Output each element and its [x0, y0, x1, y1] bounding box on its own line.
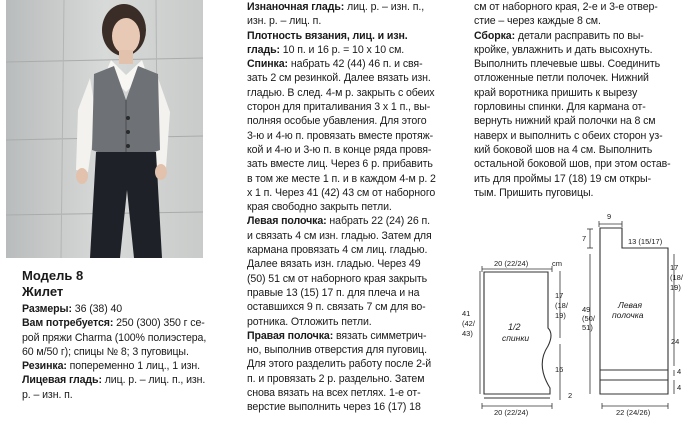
assembly-line: край воротника пришить к вырезу	[474, 86, 638, 99]
back-line: набрать 42 (44) 46 п. и свя-	[287, 58, 423, 71]
front-piece-name: полочка	[612, 310, 644, 320]
materials-line: 250 (300) 350 г се-	[113, 317, 205, 330]
rib-label: Резинка:	[22, 360, 67, 373]
pocket-upper: 4	[677, 367, 682, 376]
model-title: Модель 8	[22, 268, 84, 283]
left-front-label: Левая полочка:	[247, 215, 327, 228]
assembly-line: ить для проймы 17 (18) 19 см откры-	[474, 172, 651, 185]
pocket-lower: 4	[677, 383, 682, 392]
left-front-line: Далее вязать изн. гладью. Через 49	[247, 258, 421, 271]
assembly-line: горловины спинки. Для кармана от-	[474, 101, 646, 114]
back-line: зать вместе лиц. Через 6 р. прибавить	[247, 158, 433, 171]
back-line: 3-ю и 4-ю п. провязать вместе протяж-	[247, 129, 434, 142]
gauge-label: гладь:	[247, 43, 280, 56]
model-subtitle: Жилет	[22, 284, 64, 299]
assembly-line: кройке, увлажнить и дать высохнуть.	[474, 43, 653, 56]
right-column	[474, 0, 692, 200]
unit-label: cm	[552, 259, 562, 268]
model-photo	[6, 0, 203, 258]
left-front-line: кармана провязать 4 см лиц. гладью.	[247, 244, 428, 257]
model-heading	[22, 268, 83, 300]
back-line: сторон для приталивания 3 х 1 п., вы-	[247, 101, 431, 114]
assembly-line: остальной боковой шов, при этом остав-	[474, 158, 671, 171]
right-front-line: но, выполнив отверстия для пуговиц.	[247, 344, 427, 357]
gauge-label: Плотность вязания, лиц. и изн.	[247, 29, 408, 42]
right-front-line: верстие выполнить через 16 (17) 18	[247, 401, 421, 414]
left-front-line: оставшихся 9 п. связать 7 см для во-	[247, 301, 426, 314]
assembly-line: Выполнить плечевые швы. Соединить	[474, 58, 661, 71]
right-front-line: снова вязать на всех петлях. 1-е от-	[247, 387, 421, 400]
right-front-line: Для этого разделить работу после 2-й	[247, 358, 432, 371]
back-armhole: 17	[555, 291, 564, 300]
right-front-line: стие – через каждые 8 см.	[474, 15, 601, 28]
sizes-label: Размеры:	[22, 303, 72, 315]
front-armhole: 17	[670, 263, 679, 272]
left-front-line: и связать 4 см изн. гладью. Затем для	[247, 229, 432, 242]
assembly-line: вернуть нижний край полочки на 8 см	[474, 115, 656, 128]
back-height: (42/	[462, 319, 475, 328]
reverse-stockinette-line: лиц. р. – изн. п.,	[344, 1, 425, 13]
back-line: кой и 4-ю и 3-ю п. в конце ряда провя-	[247, 143, 432, 156]
back-armhole: (18/	[555, 301, 568, 310]
front-bottom-width: 22 (24/26)	[616, 408, 651, 417]
stockinette-label: Лицевая гладь:	[22, 374, 102, 387]
assembly-line: тым. Пришить пуговицы.	[474, 186, 594, 199]
left-front-line: набрать 22 (24) 26 п.	[326, 215, 430, 228]
back-height: 41	[462, 309, 471, 318]
collar-width: 9	[607, 212, 612, 221]
front-armhole: (18/	[670, 273, 683, 282]
right-front-line: вязать симметрич-	[333, 329, 427, 342]
back-rib: 2	[568, 391, 573, 400]
left-front-line: правые 13 (15) 17 п. для плеча и на	[247, 286, 420, 299]
assembly-line: детали расправить по вы-	[515, 29, 644, 42]
right-front-line: п. и провязать 2 р. раздельно. Затем	[247, 372, 425, 385]
back-piece-name: 1/2	[508, 322, 521, 332]
middle-column	[247, 0, 459, 415]
rib-value: попеременно 1 лиц., 1 изн.	[66, 360, 201, 373]
right-front-line: см от наборного края, 2-е и 3-е отвер-	[474, 1, 658, 13]
back-label: Спинка:	[247, 58, 288, 71]
sizes-value: 36 (38) 40	[71, 303, 123, 315]
back-top-width: 20 (22/24)	[494, 259, 529, 268]
back-line: полняя особые убавления. Для этого	[247, 115, 427, 128]
gauge-value: 10 п. и 16 р. = 10 х 10 см.	[279, 43, 405, 56]
back-armhole: 19)	[555, 311, 566, 320]
stockinette-line: лиц. р. – лиц. п., изн.	[101, 374, 206, 387]
front-height: (50/	[582, 314, 595, 323]
left-front-line: (50) 51 см от наборного края закрыть	[247, 272, 428, 285]
materials-line: 60 м/50 г); спицы № 8; 3 пуговицы.	[22, 345, 189, 358]
collar-height: 7	[582, 234, 587, 243]
right-front-label: Правая полочка:	[247, 329, 334, 342]
front-piece-name: Левая	[618, 300, 643, 310]
assembly-line: отложенные петли полочек. Нижний	[474, 72, 649, 85]
front-armhole: 19)	[670, 283, 681, 292]
back-bottom-width: 20 (22/24)	[494, 408, 529, 417]
reverse-stockinette-line: изн. р. – лиц. п.	[247, 15, 322, 28]
stockinette-line: р. – изн. п.	[22, 388, 73, 401]
materials-line: рой пряжи Charma (100% полиэстера,	[22, 331, 207, 344]
front-height: 49	[582, 305, 591, 314]
assembly-line: наверх и выполнить с обеих сторон уз-	[474, 129, 663, 142]
back-line: х 1 п. Через 41 (42) 43 см от наборного	[247, 186, 436, 199]
front-height: 51)	[582, 323, 593, 332]
pattern-diagrams	[460, 204, 699, 429]
left-front-line: ротника. Отложить петли.	[247, 315, 372, 328]
front-side: 24	[671, 337, 680, 346]
assembly-line: кий боковой шов на 4 см. Выполнить	[474, 143, 653, 156]
back-line: зать 2 см резинкой. Далее вязать изн.	[247, 72, 431, 85]
back-line: края свободно закрыть петли.	[247, 201, 392, 214]
materials-label: Вам потребуется:	[22, 317, 114, 330]
reverse-stockinette-label: Изнаночная гладь:	[247, 1, 345, 13]
back-waist: 16	[555, 365, 564, 374]
shoulder-width: 13 (15/17)	[628, 237, 663, 246]
assembly-label: Сборка:	[474, 29, 516, 42]
back-height: 43)	[462, 329, 473, 338]
left-column	[22, 302, 232, 402]
back-line: гладью. В след. 4-м р. закрыть с обеих	[247, 86, 435, 99]
back-line: в том же месте 1 п. и в каждом 4-м р. 2	[247, 172, 436, 185]
back-piece-name: спинки	[502, 333, 530, 343]
